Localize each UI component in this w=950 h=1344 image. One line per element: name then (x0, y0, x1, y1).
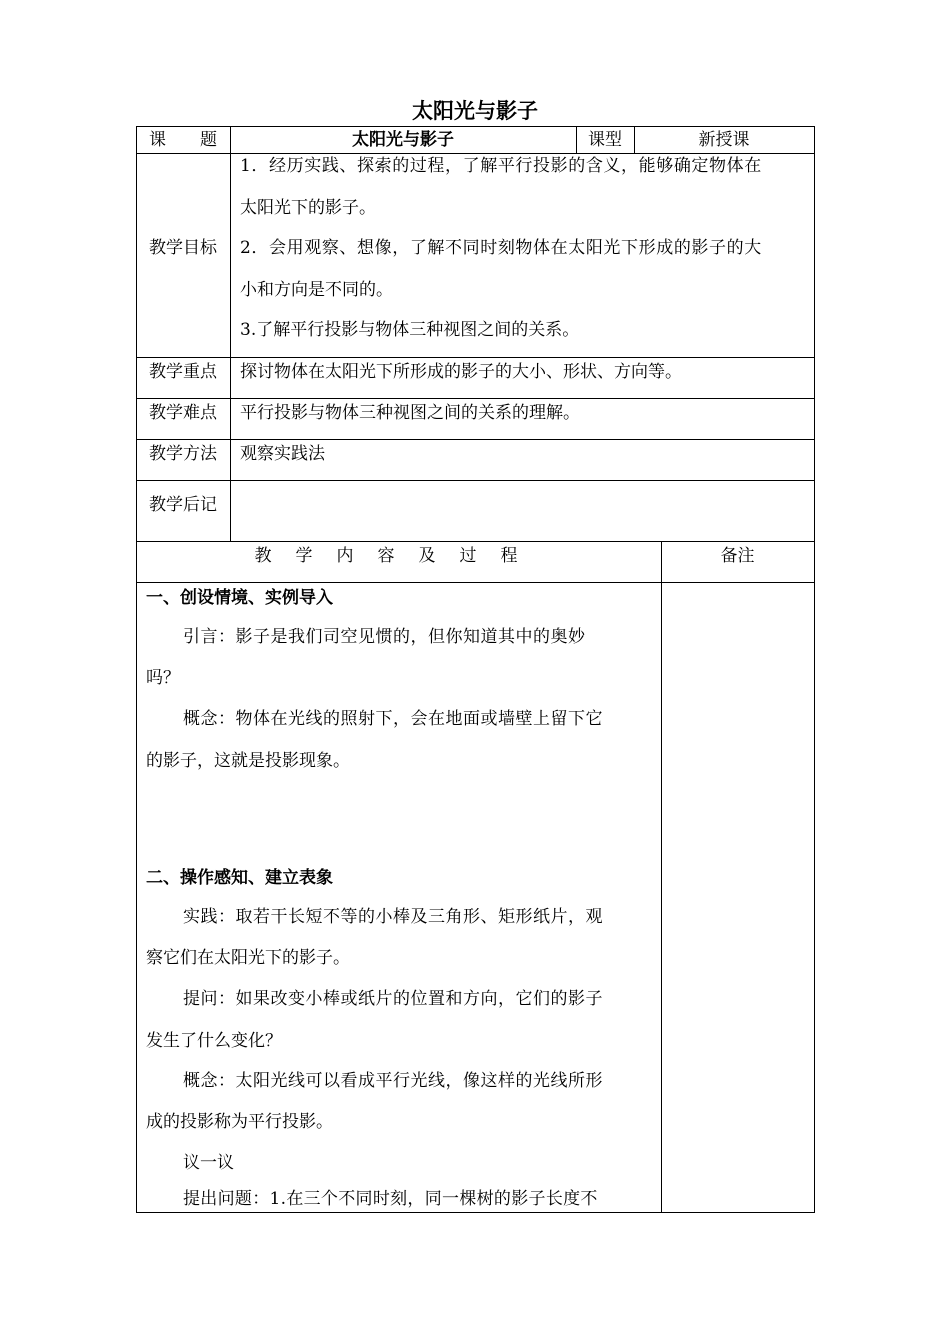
objective-line: 小和方向是不同的。 (240, 280, 393, 300)
reflection-label: 教学后记 (149, 495, 217, 515)
objective-line: 1．经历实践、探索的过程，了解平行投影的含义，能够确定物体在 (240, 156, 762, 176)
paragraph-line: 成的投影称为平行投影。 (146, 1112, 333, 1132)
objectives-label: 教学目标 (149, 238, 217, 258)
notes-header: 备注 (720, 546, 755, 566)
paragraph-line: 实践：取若干长短不等的小棒及三角形、矩形纸片，观 (183, 907, 603, 927)
process-content-header: 教学内容及过程 (254, 546, 542, 566)
lesson-type-value: 新授课 (698, 130, 750, 150)
difficulty-value: 平行投影与物体三种视图之间的关系的理解。 (240, 403, 580, 423)
paragraph-line: 提出问题：1.在三个不同时刻，同一棵树的影子长度不 (183, 1189, 598, 1209)
paragraph-line: 引言：影子是我们司空见惯的，但你知道其中的奥妙 (183, 627, 586, 647)
difficulty-label: 教学难点 (149, 403, 217, 423)
paragraph-line: 察它们在太阳光下的影子。 (146, 948, 350, 968)
topic-value: 太阳光与影子 (352, 130, 454, 150)
method-value: 观察实践法 (240, 444, 325, 464)
method-label: 教学方法 (149, 444, 217, 464)
lesson-type-label: 课型 (588, 130, 622, 150)
objective-line: 太阳光下的影子。 (240, 198, 376, 218)
section-title: 一、创设情境、实例导入 (146, 588, 333, 608)
paragraph-line: 议一议 (183, 1153, 234, 1173)
topic-label: 课 题 (149, 130, 217, 150)
key-point-value: 探讨物体在太阳光下所形成的影子的大小、形状、方向等。 (240, 362, 682, 382)
paragraph-line: 的影子，这就是投影现象。 (146, 751, 350, 771)
section-title: 二、操作感知、建立表象 (146, 868, 333, 888)
paragraph-line: 提问：如果改变小棒或纸片的位置和方向，它们的影子 (183, 989, 603, 1009)
document-title: 太阳光与影子 (412, 99, 538, 123)
paragraph-line: 概念：物体在光线的照射下，会在地面或墙壁上留下它 (183, 709, 603, 729)
key-point-label: 教学重点 (149, 362, 217, 382)
objective-line: 3.了解平行投影与物体三种视图之间的关系。 (240, 320, 580, 340)
objective-line: 2．会用观察、想像，了解不同时刻物体在太阳光下形成的影子的大 (240, 238, 762, 258)
paragraph-line: 概念：太阳光线可以看成平行光线，像这样的光线所形 (183, 1071, 603, 1091)
paragraph-line: 吗？ (146, 668, 180, 688)
paragraph-line: 发生了什么变化？ (146, 1031, 282, 1051)
